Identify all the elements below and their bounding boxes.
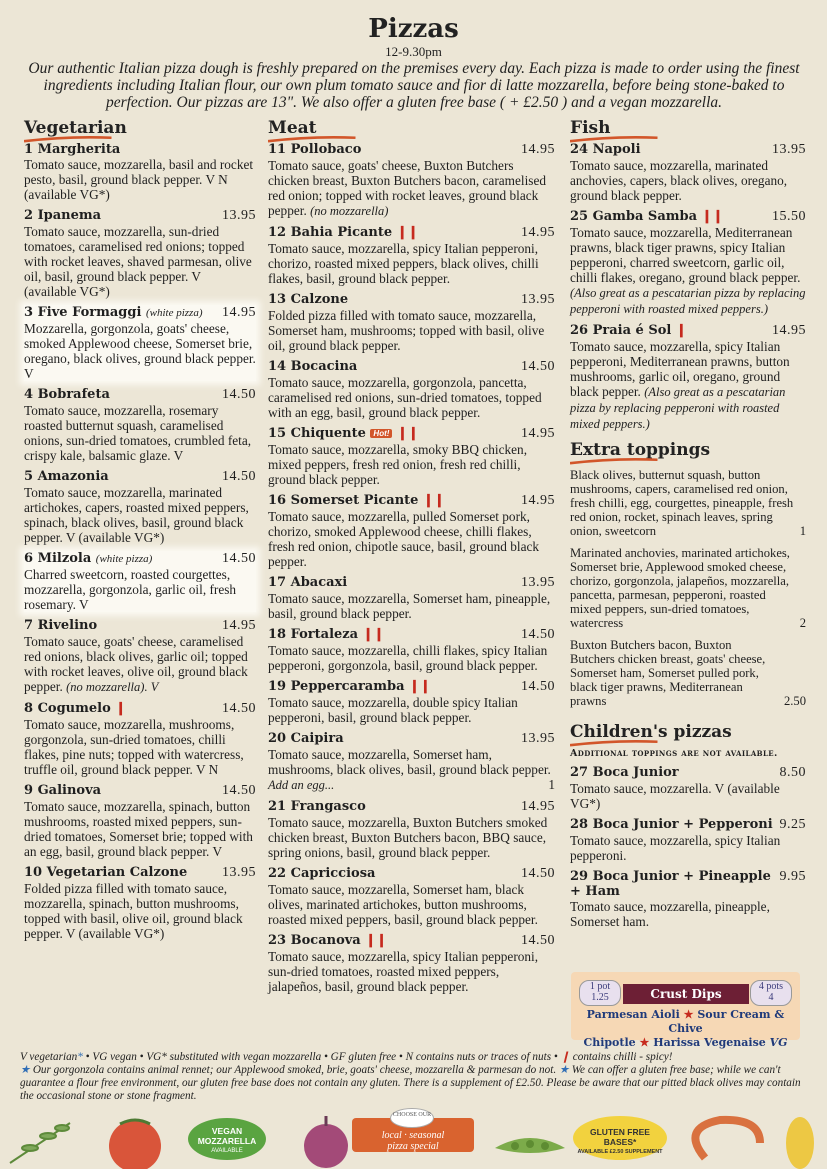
menu-item-price: 14.50 [222, 387, 256, 402]
chilli-icon: ❙❙ [396, 225, 419, 240]
menu-item-description: Tomato sauce, mozzarella, rosemary roasted butternut squash, caramelised onions, sun-dried tomatoes, crumbled feta, crispy kale, balsamic glaze. V [24, 403, 252, 463]
badge-title: VEGAN MOZZARELLA [197, 1126, 257, 1146]
fish-heading [570, 118, 610, 138]
menu-item-header [24, 783, 256, 799]
dietary-legend [20, 1051, 806, 1064]
menu-item [268, 426, 555, 487]
menu-item-price: 14.50 [222, 701, 256, 716]
menu-item [570, 817, 806, 863]
menu-item-name: 25 Gamba Samba ❙❙ [570, 209, 724, 224]
intro-text: Our authentic Italian pizza dough is freshly prepared on the premises every day. Each pizza is made to order using the finest ingredients including Italian flour, our own plum tomato sauce and fior di latte mozzarella, before being stone-baked to perfection. Our pizzas are 13". We also offer a gluten free base ( + £2.50 ) and a vegan mozzarella. [28, 60, 800, 111]
menu-item-price: 14.50 [521, 933, 555, 948]
legend-part: • VG vegan • VG* substituted with vegan mozzarella • GF gluten free • N contains nuts or traces of nuts • [85, 1051, 558, 1063]
chilli-icon: ❙ [675, 323, 687, 338]
menu-item [268, 359, 555, 420]
fish-column [570, 118, 806, 935]
vegetarian-heading-text: Vegetarian [24, 118, 127, 138]
dip-item: Harissa Vegenaise [653, 1036, 766, 1049]
menu-item-name: 10 Vegetarian Calzone [24, 865, 188, 880]
menu-item-header [268, 627, 555, 643]
legend-part: V vegetarian [20, 1051, 78, 1063]
chilli-icon: ❙❙ [409, 679, 431, 694]
gluten-free-badge [573, 1116, 667, 1160]
menu-item-name: 11 Pollobaco [268, 142, 362, 157]
chilli-icon: ❙❙ [365, 933, 388, 948]
add-on-price: 1 [548, 777, 555, 792]
menu-item-header [24, 701, 256, 717]
menu-item-header [24, 618, 256, 634]
menu-item-name: 28 Boca Junior + Pepperoni [570, 817, 773, 832]
menu-item-note: (no mozzarella) [310, 204, 389, 218]
extras-list [570, 468, 806, 708]
vegetarian-column [24, 118, 256, 947]
menu-item-name: 23 Bocanova ❙❙ [268, 933, 388, 948]
fish-heading-text: Fish [570, 118, 611, 138]
one-pot-price [579, 980, 621, 1006]
menu-item-price: 13.95 [521, 575, 555, 590]
menu-item-header [24, 469, 256, 485]
menu-item-note: (Also great as a pescatarian pizza by replacing pepperoni with roasted mixed peppers.) [570, 385, 786, 431]
menu-item-note: (no mozzarella). V [66, 680, 159, 694]
menu-item-price: 14.50 [222, 469, 256, 484]
menu-item [268, 866, 555, 927]
menu-item-price: 14.50 [521, 679, 555, 694]
menu-item-price: 13.95 [521, 292, 555, 307]
menu-item-name: 29 Boca Junior + Pineapple + Ham [570, 869, 771, 899]
menu-item-note: (Also great as a pescatarian pizza by replacing pepperoni with roasted mixed peppers.) [570, 286, 806, 316]
four-pots-price [750, 980, 792, 1006]
menu-item-price: 15.50 [772, 209, 806, 224]
menu-item-header [24, 305, 256, 321]
menu-item [268, 225, 555, 286]
menu-item-name: 18 Fortaleza ❙❙ [268, 627, 385, 642]
menu-item-description: Tomato sauce, mozzarella, spicy Italian pepperoni, chorizo, roasted mixed peppers, black olives, chilli flakes, basil, ground black pepper. [268, 241, 539, 286]
children-list [570, 765, 806, 929]
menu-item-name: 8 Cogumelo ❙ [24, 701, 127, 716]
menu-item-header [268, 866, 555, 882]
menu-item [24, 305, 256, 381]
menu-item-name: 26 Praia é Sol ❙ [570, 323, 687, 338]
badge-subtitle: pizza special [387, 1141, 439, 1152]
menu-item-description: Tomato sauce, mozzarella, marinated artichokes, capers, roasted mixed peppers, spinach, black olives, basil, ground black pepper. V (available VG*) [24, 485, 249, 545]
page-title: Pizzas [368, 14, 459, 44]
herb-icon [10, 1123, 70, 1163]
menu-item [268, 575, 555, 621]
menu-item-header [268, 575, 555, 591]
menu-item-header [268, 359, 555, 375]
menu-item-price: 14.95 [521, 493, 555, 508]
menu-item-header [24, 551, 256, 567]
menu-item [24, 551, 256, 612]
menu-item [268, 292, 555, 353]
menu-item-header [24, 387, 256, 403]
local-seasonal-badge [352, 1112, 474, 1152]
extra-topping-list: Marinated anchovies, marinated artichokes, Somerset brie, Applewood smoked cheese, chorizo, gorgonzola, jalapeños, mozzarella, pancetta, parmesan, pepperoni, roasted mixed peppers, sun-dried tomatoes, watercress [570, 546, 790, 630]
menu-item-header [24, 142, 256, 157]
badge-title: GLUTEN FREE BASES* [590, 1127, 650, 1147]
dip-item: Sour Cream & Chive [668, 1008, 785, 1035]
menu-item-header [268, 426, 555, 442]
extra-topping-price: 2 [799, 616, 806, 630]
menu-item-header [268, 142, 555, 158]
menu-item [24, 387, 256, 463]
menu-item-description: Tomato sauce, mozzarella, basil and rocket pesto, basil, ground black pepper. V N (available VG*) [24, 157, 254, 202]
tomato-icon [109, 1120, 161, 1169]
crust-dips-title: Crust Dips [623, 984, 749, 1004]
menu-item-name: 3 Five Formaggi (white pizza) [24, 305, 203, 320]
menu-item-description: Tomato sauce, mozzarella, Somerset ham, pineapple, basil, ground black pepper. [268, 591, 551, 621]
menu-item-header [24, 865, 256, 881]
menu-item-price: 14.95 [772, 323, 806, 338]
menu-item [570, 209, 806, 317]
menu-item [268, 493, 555, 569]
children-note: Additional toppings are not available. [570, 748, 778, 759]
menu-item-price: 14.50 [521, 627, 555, 642]
chilli-icon: ❙❙ [362, 627, 385, 642]
extra-topping-group [570, 546, 806, 630]
chilli-icon: ❙❙ [392, 426, 419, 441]
menu-item-description: Tomato sauce, mozzarella, Somerset ham, black olives, marinated artichokes, button mushrooms, roasted mixed peppers, basil, ground black pepper. [268, 882, 538, 927]
badge-subtitle: AVAILABLE [211, 1148, 243, 1154]
menu-item [570, 869, 806, 929]
legend-part: contains chilli - spicy! [572, 1051, 673, 1063]
menu-item-description: Mozzarella, gorgonzola, goats' cheese, smoked Applewood cheese, Somerset brie, oregano, black olives, ground black pepper. V [24, 321, 256, 381]
chilli-icon: ❙❙ [422, 493, 445, 508]
menu-item [24, 469, 256, 545]
menu-item [268, 627, 555, 673]
extras-heading [570, 440, 710, 460]
crust-dips-box [571, 972, 800, 1049]
menu-item-price: 14.95 [521, 142, 555, 157]
swoosh-decoration [570, 740, 658, 747]
gluten-note: We can offer a gluten free base; while we can't guarantee a flour free environment, our gluten free base does not contain any gluten. There is a supplement of £2.50. Please be aware that our pitted black olives may contain the occasional stone or stone fragment. [20, 1064, 801, 1102]
menu-item-price: 14.95 [521, 426, 555, 441]
menu-item-description: Tomato sauce, mozzarella, pineapple, Somerset ham. [570, 899, 770, 929]
dip-item: Parmesan Aioli [586, 1008, 680, 1021]
menu-item-description: Charred sweetcorn, roasted courgettes, mozzarella, gorgonzola, garlic oil, fresh rosemary. V [24, 567, 237, 612]
menu-item-header [268, 292, 555, 308]
pizza-type-tag: (white pizza) [145, 307, 203, 319]
menu-item-name: 6 Milzola (white pizza) [24, 551, 153, 566]
menu-item-name: 7 Rivelino [24, 618, 98, 633]
menu-item-name: 22 Capricciosa [268, 866, 376, 881]
menu-item-header [570, 323, 806, 339]
vegetarian-heading [24, 118, 127, 138]
extra-topping-group [570, 638, 806, 708]
menu-item [268, 933, 555, 994]
extra-topping-price: 1 [799, 524, 806, 538]
menu-item-name: 16 Somerset Picante ❙❙ [268, 493, 445, 508]
menu-item-description: Tomato sauce, mozzarella, mushrooms, gorgonzola, sun-dried tomatoes, chilli flakes, pine nuts; topped with watercress, truffle oil, ground black pepper. V N [24, 717, 244, 777]
menu-item-name: 15 Chiquente Hot! ❙❙ [268, 426, 419, 441]
menu-item [570, 323, 806, 432]
menu-item-description: Tomato sauce, mozzarella, Buxton Butchers smoked chicken breast, Buxton Butchers bacon, BBQ sauce, spring onions, basil, ground black pepper. [268, 815, 548, 860]
four-pots-label: 4 pots [758, 981, 784, 992]
star-icon: ★ [20, 1064, 31, 1076]
star-icon: ★ [558, 1064, 569, 1076]
menu-item-name: 24 Napoli [570, 142, 641, 157]
menu-item-price: 14.50 [521, 866, 555, 881]
menu-item-price: 9.95 [779, 869, 806, 884]
menu-item-name: 13 Calzone [268, 292, 349, 307]
fish-list [570, 142, 806, 432]
menu-item-name: 5 Amazonia [24, 469, 109, 484]
menu-item-header [570, 142, 806, 158]
vegetarian-list [24, 142, 256, 941]
menu-item-name: 17 Abacaxi [268, 575, 348, 590]
menu-item-price: 14.50 [222, 551, 256, 566]
menu-item [24, 208, 256, 299]
menu-item-price: 14.95 [222, 618, 256, 633]
corn-icon [786, 1117, 814, 1169]
menu-item-description: Tomato sauce, mozzarella, spicy Italian pepperoni. [570, 833, 781, 863]
menu-item-name: 27 Boca Junior [570, 765, 679, 780]
menu-item-price: 13.95 [222, 865, 256, 880]
hot-badge: Hot! [370, 429, 392, 438]
children-heading [570, 722, 732, 742]
menu-item-name: 14 Bocacina [268, 359, 358, 374]
star-icon: ★ [683, 1008, 694, 1021]
chilli-icon: ❙ [560, 1051, 570, 1063]
prawn-icon [695, 1120, 760, 1158]
menu-item-description: Tomato sauce, mozzarella, Mediterranean prawns, black tiger prawns, spicy Italian pepperoni, charred sweetcorn, garlic oil, chilli flakes, oregano, ground black pepper. (Also great as a pescatarian pizza by replacing pepperoni with roasted mixed peppers.) [570, 225, 806, 316]
vegan-mozzarella-badge [188, 1118, 266, 1160]
menu-item [24, 701, 256, 777]
children-heading-text: Children's pizzas [570, 722, 732, 742]
add-on-text: Add an egg... [268, 778, 335, 792]
dip-vg-tag: VG [769, 1036, 788, 1049]
menu-item-name: 4 Bobrafeta [24, 387, 110, 402]
menu-item-price: 14.50 [222, 783, 256, 798]
menu-item [24, 618, 256, 695]
extra-topping-list: Black olives, butternut squash, button mushrooms, capers, caramelised red onion, fresh chilli, egg, courgettes, pineapple, fresh red onion, rocket, spinach leaves, spring onion, sweetcorn [570, 468, 794, 538]
onion-icon [304, 1116, 348, 1168]
allergen-notes [20, 1064, 806, 1103]
menu-item-price: 14.95 [222, 305, 256, 320]
menu-item [268, 142, 555, 219]
menu-item-name: 20 Caipira [268, 731, 344, 746]
extra-topping-price: 2.50 [783, 694, 806, 708]
meat-heading [268, 118, 317, 138]
swoosh-decoration [570, 458, 658, 465]
menu-item [268, 679, 555, 725]
menu-item-price: 13.95 [772, 142, 806, 157]
peas-icon [495, 1138, 565, 1153]
menu-item-name: 9 Galinova [24, 783, 102, 798]
menu-item-description: Tomato sauce, mozzarella, spicy Italian pepperoni, Mediterranean prawns, button mushrooms, garlic oil, oregano, ground black pepper. (Also great as a pescatarian pizza by replacing pepperoni with roasted mixed peppers.) [570, 339, 790, 431]
menu-item-description: Tomato sauce, goats' cheese, Buxton Butchers chicken breast, Buxton Butchers bacon, caramelised red onion; topped with rocket leaves, ground black pepper. (no mozzarella) [268, 158, 547, 218]
menu-item-description: Folded pizza filled with tomato sauce, mozzarella, spinach, button mushrooms, topped with basil, olive oil, ground black pepper. V (available VG*) [24, 881, 243, 941]
menu-item-header [570, 765, 806, 781]
menu-item-description: Folded pizza filled with tomato sauce, mozzarella, Somerset ham, mushrooms; topped with basil, olive oil, ground black pepper. [268, 308, 545, 353]
menu-item-price: 14.50 [521, 359, 555, 374]
menu-item-description: Tomato sauce, mozzarella, spinach, button mushrooms, roasted mixed peppers, sun-dried tomatoes, Somerset brie; topped with an egg, basil, ground black pepper. V [24, 799, 253, 859]
menu-item [24, 142, 256, 202]
extra-topping-group [570, 468, 806, 538]
menu-item-description: Tomato sauce, mozzarella, spicy Italian pepperoni, sun-dried tomatoes, roasted mixed peppers, jalapeños, basil, ground black pepper. [268, 949, 539, 994]
chilli-icon: ❙❙ [701, 209, 724, 224]
menu-item-description: Tomato sauce, mozzarella, sun-dried tomatoes, caramelised red onions; topped with rocket leaves, shaved parmesan, olive oil, basil, ground black pepper. V (available VG*) [24, 224, 252, 299]
menu-item-name: 19 Peppercaramba ❙❙ [268, 679, 431, 694]
menu-item [570, 142, 806, 203]
footer-legend [20, 1051, 806, 1103]
menu-item-header [570, 209, 806, 225]
one-pot-value: 1.25 [591, 992, 609, 1003]
menu-item-header [24, 208, 256, 224]
menu-item [570, 765, 806, 811]
cheese-note: Our gorgonzola contains animal rennet; our Applewood smoked, brie, goats' cheese, mozzarella & parmesan do not. [32, 1064, 557, 1076]
dip-item: Chipotle [583, 1036, 636, 1049]
menu-item-name: 12 Bahia Picante ❙❙ [268, 225, 419, 240]
meat-column [268, 118, 555, 1000]
star-icon: * [77, 1051, 83, 1063]
menu-item-price: 13.95 [222, 208, 256, 223]
menu-item-description: Tomato sauce, mozzarella, smoky BBQ chicken, mixed peppers, fresh red onion, fresh red chilli, ground black pepper. [268, 442, 528, 487]
menu-item-price: 14.95 [521, 225, 555, 240]
four-pots-value: 4 [768, 992, 774, 1003]
badge-top: CHOOSE OUR [390, 1108, 434, 1128]
badge-title: local · seasonal [381, 1130, 445, 1141]
menu-item-price: 13.95 [521, 731, 555, 746]
menu-item-price: 8.50 [779, 765, 806, 780]
menu-item-price: 9.25 [779, 817, 806, 832]
menu-item-name: 1 Margherita [24, 142, 121, 157]
menu-item-description: Tomato sauce, mozzarella, pulled Somerset pork, chorizo, smoked Applewood cheese, chilli flakes, fresh red onion, chipotle sauce, basil, ground black pepper. [268, 509, 540, 569]
menu-item-header [268, 225, 555, 241]
menu-item-header [268, 799, 555, 815]
menu-item [268, 731, 555, 793]
menu-item-description: Tomato sauce, mozzarella, Somerset ham, mushrooms, black olives, basil, ground black pepper. Add an egg... 1 [268, 747, 555, 792]
menu-item-name: 21 Frangasco [268, 799, 366, 814]
chilli-icon: ❙ [115, 701, 127, 716]
menu-item-description: Tomato sauce, mozzarella, double spicy Italian pepperoni, basil, ground black pepper. [268, 695, 518, 725]
one-pot-label: 1 pot [589, 981, 611, 992]
opening-hours: 12-9.30pm [385, 44, 442, 59]
extras-heading-text: Extra toppings [570, 440, 711, 460]
menu-item-description: Tomato sauce, mozzarella, gorgonzola, pancetta, caramelised red onions, sun-dried tomatoes, topped with an egg, basil, ground black pepper. [268, 375, 542, 420]
pizza-type-tag: (white pizza) [95, 553, 153, 565]
menu-item-name: 2 Ipanema [24, 208, 102, 223]
menu-item [24, 865, 256, 941]
menu-item-price: 14.95 [521, 799, 555, 814]
menu-item-header [268, 731, 555, 747]
menu-item [24, 783, 256, 859]
extra-topping-list: Buxton Butchers bacon, Buxton Butchers chicken breast, goats' cheese, Somerset ham, Somerset pulled pork, black tiger prawns, Mediterranean prawns [570, 638, 766, 708]
menu-item-header [570, 869, 806, 899]
menu-item-description: Tomato sauce, mozzarella, marinated anchovies, capers, black olives, oregano, ground black pepper. [570, 158, 788, 203]
meat-list [268, 142, 555, 994]
star-icon: ★ [639, 1036, 650, 1049]
menu-item-description: Tomato sauce, mozzarella, chilli flakes, spicy Italian pepperoni, gorgonzola, basil, ground black pepper. [268, 643, 548, 673]
meat-heading-text: Meat [268, 118, 317, 138]
menu-item-header [268, 679, 555, 695]
menu-item-header [268, 933, 555, 949]
badge-subtitle: AVAILABLE £2.50 SUPPLEMENT [577, 1149, 663, 1155]
menu-item-header [268, 493, 555, 509]
menu-item [268, 799, 555, 860]
menu-item-description: Tomato sauce, mozzarella. V (available VG*) [570, 781, 780, 811]
dips-list [571, 1008, 800, 1050]
menu-item-description: Tomato sauce, goats' cheese, caramelised red onions, black olives, garlic oil; topped with rocket leaves, olive oil, ground black pepper. (no mozzarella). V [24, 634, 248, 694]
menu-item-header [570, 817, 806, 833]
